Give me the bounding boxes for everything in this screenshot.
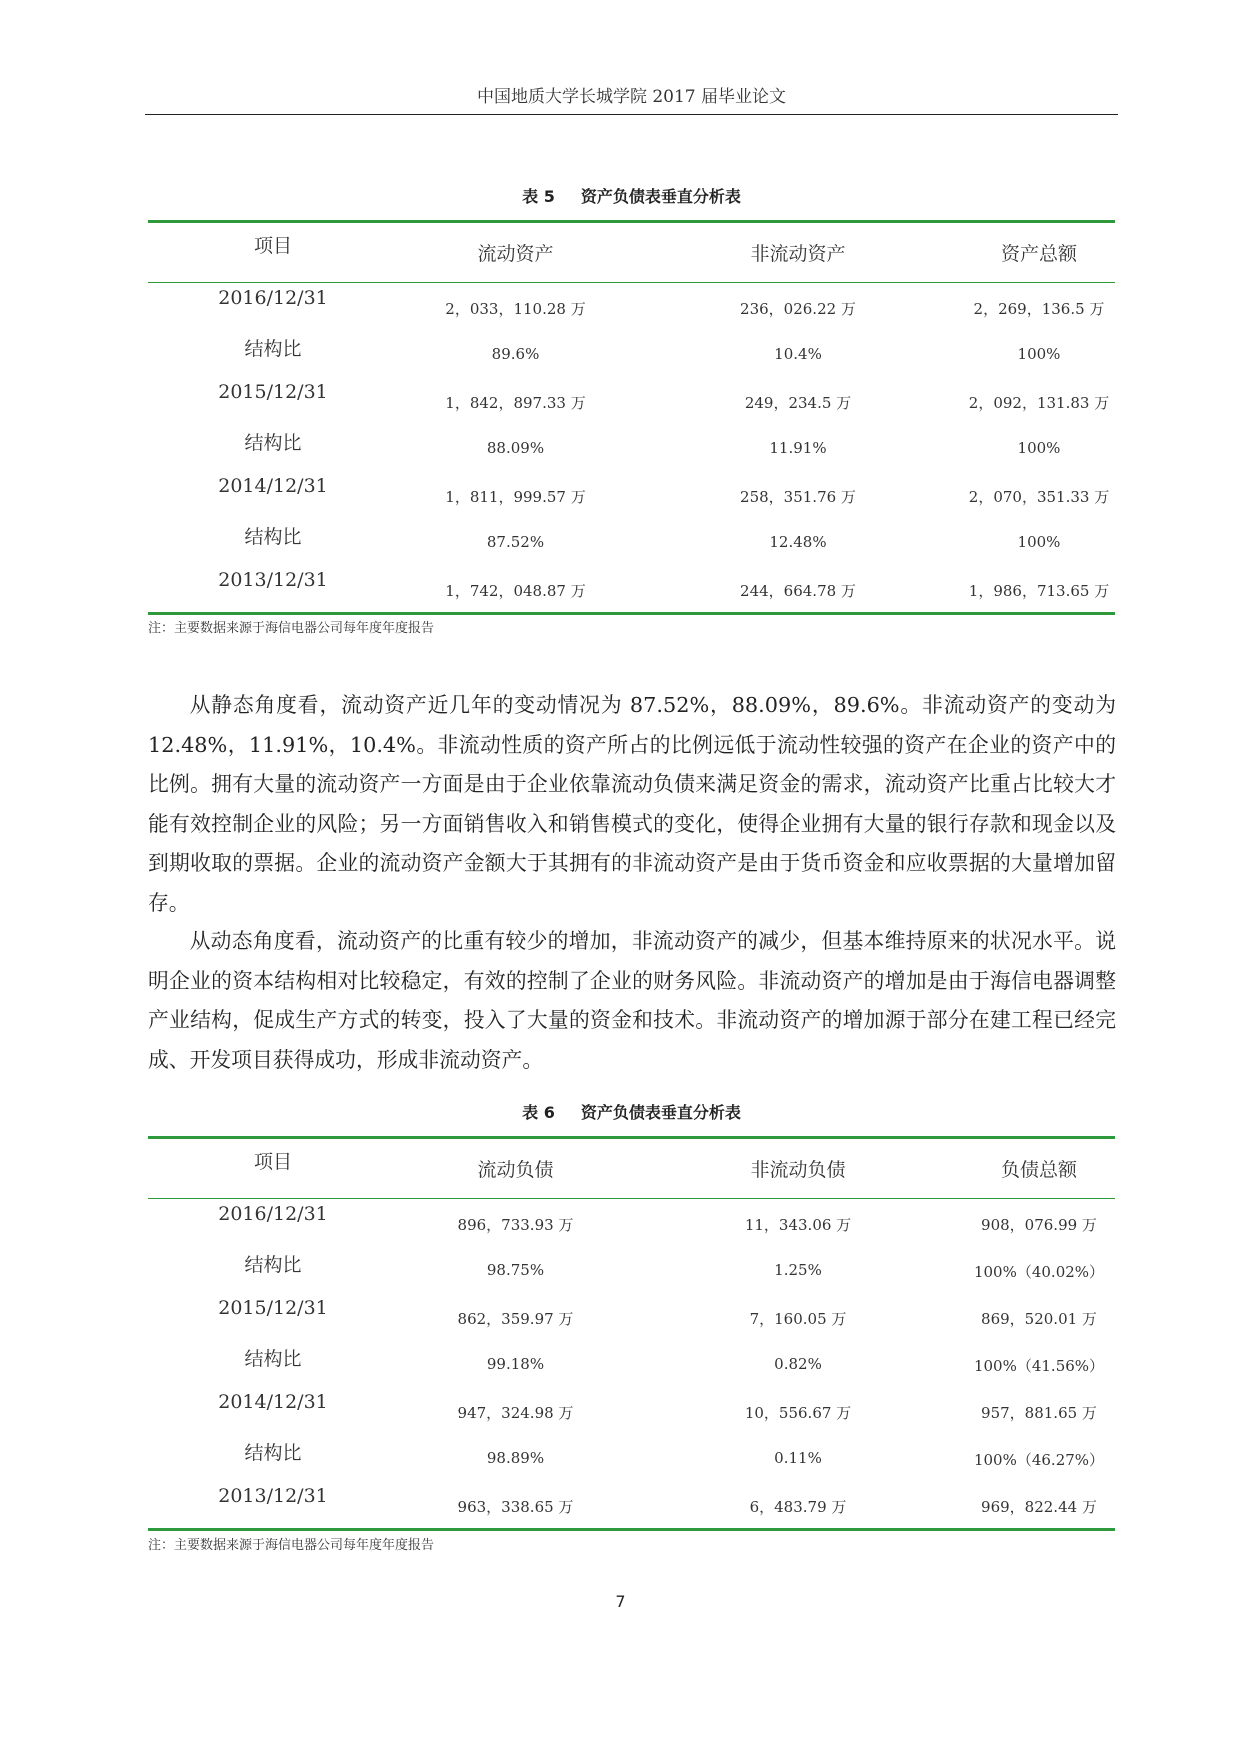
table-cell: [633, 1199, 963, 1247]
cell-text: 7，160.05 万: [749, 1310, 847, 1328]
table6-header-item: 项目: [148, 1138, 398, 1199]
paragraph-static-analysis: 从静态角度看，流动资产近几年的变动情况为 87.52%，88.09%，89.6%。非流动资产的变动为 12.48%，11.91%，10.4%。非流动性质的资产所占的比例远低于流动性较强的资产在企业的资产中的比例。拥有大量的流动资产一方面是由于企业依靠流动负债来满足资金的需求，流动资产比重占比较大才能有效控制企业的风险；另一方面销售收入和销售模式的变化，使得企业拥有大量的银行存款和现金以及到期收取的票据。企业的流动资产金额大于其拥有的非流动资产是由于货币资金和应收票据的大量增加留存。: [148, 693, 1116, 915]
cell-text: 2，033，110.28 万: [445, 300, 586, 318]
table-cell: [963, 1340, 1115, 1387]
table-cell: [398, 283, 633, 331]
cell-text: 2014/12/31: [218, 475, 328, 497]
table-cell: [633, 283, 963, 331]
cell-text: 11.91%: [769, 439, 827, 457]
table-row: [148, 1434, 1115, 1481]
table6: [148, 1136, 1115, 1531]
cell-text: 10，556.67 万: [744, 1404, 852, 1422]
table-cell: [148, 565, 398, 614]
table-cell: [148, 1293, 398, 1340]
cell-text: 1，742，048.87 万: [445, 582, 586, 600]
table-cell: [633, 565, 963, 614]
table-cell: [398, 1481, 633, 1530]
table-cell: [398, 471, 633, 518]
table-cell: [148, 1434, 398, 1481]
paragraph-dynamic-analysis: 从动态角度看，流动资产的比重有较少的增加，非流动资产的减少，但基本维持原来的状况水平。说明企业的资本结构相对比较稳定，有效的控制了企业的财务风险。非流动资产的增加是由于海信电器调整产业结构，促成生产方式的转变，投入了大量的资金和技术。非流动资产的增加源于部分在建工程已经完成、开发项目获得成功，形成非流动资产。: [148, 929, 1116, 1072]
cell-text: 10.4%: [774, 345, 822, 363]
table6-caption: [145, 1100, 1118, 1123]
cell-text: 2013/12/31: [218, 1485, 328, 1507]
cell-text: 100%: [1017, 345, 1061, 363]
cell-text: 结构比: [244, 526, 302, 548]
table-cell: [963, 565, 1115, 614]
table-cell: [963, 518, 1115, 565]
table-cell: [633, 1246, 963, 1293]
cell-text: 2，269，136.5 万: [973, 300, 1105, 318]
cell-text: 1，842，897.33 万: [445, 394, 586, 412]
table-cell: [148, 330, 398, 377]
cell-text: 100%（41.56%）: [973, 1357, 1105, 1375]
table5-header-total-assets: 资产总额: [963, 222, 1115, 283]
cell-text: 1，811，999.57 万: [445, 488, 586, 506]
cell-text: 结构比: [244, 1442, 302, 1464]
table-cell: [148, 518, 398, 565]
table-row: [148, 1340, 1115, 1387]
table-row: [148, 377, 1115, 424]
cell-text: 99.18%: [486, 1355, 545, 1373]
table6-header-total-liabilities: 负债总额: [963, 1138, 1115, 1199]
cell-text: 2014/12/31: [218, 1391, 328, 1413]
table5-caption: [145, 184, 1118, 207]
table5-header-noncurrent-assets: 非流动资产: [633, 222, 963, 283]
cell-text: 862，359.97 万: [457, 1310, 574, 1328]
table-cell: [963, 424, 1115, 471]
page-header: 中国地质大学长城学院 2017 届毕业论文: [476, 87, 787, 107]
cell-text: 87.52%: [486, 533, 545, 551]
table5-note: 注：主要数据来源于海信电器公司每年度年度报告: [148, 621, 435, 636]
table-cell: [148, 471, 398, 518]
cell-text: 结构比: [244, 1254, 302, 1276]
page-number: 7: [615, 1592, 626, 1611]
cell-text: 2，092，131.83 万: [968, 394, 1110, 412]
cell-text: 98.75%: [486, 1261, 545, 1279]
cell-text: 100%: [1017, 439, 1061, 457]
table-cell: [398, 330, 633, 377]
table-cell: [398, 1387, 633, 1434]
table6-header-current-liabilities: 流动负债: [398, 1138, 633, 1199]
table-cell: [633, 1340, 963, 1387]
cell-text: 98.89%: [486, 1449, 545, 1467]
table-cell: [633, 518, 963, 565]
table-cell: [398, 1434, 633, 1481]
table-cell: [148, 283, 398, 331]
table-row: [148, 1199, 1115, 1247]
table-cell: [963, 377, 1115, 424]
table-row: [148, 283, 1115, 331]
table5: [148, 220, 1115, 615]
cell-text: 2015/12/31: [218, 1297, 328, 1319]
table-row: [148, 565, 1115, 614]
table-cell: [398, 1293, 633, 1340]
cell-text: 2016/12/31: [218, 287, 328, 309]
cell-text: 908，076.99 万: [981, 1216, 1097, 1234]
cell-text: 2016/12/31: [218, 1203, 328, 1225]
table-cell: [148, 1387, 398, 1434]
cell-text: 2015/12/31: [218, 381, 328, 403]
table-cell: [963, 471, 1115, 518]
table5-header-item: 项目: [148, 222, 398, 283]
header-rule: [145, 114, 1118, 115]
table-row: [148, 1387, 1115, 1434]
table6-header-noncurrent-liabilities: 非流动负债: [633, 1138, 963, 1199]
cell-text: 249，234.5 万: [744, 394, 852, 412]
cell-text: 89.6%: [491, 345, 540, 363]
table-cell: [963, 1199, 1115, 1247]
table-row: [148, 424, 1115, 471]
table-cell: [398, 1246, 633, 1293]
table-cell: [398, 518, 633, 565]
cell-text: 100%: [1017, 533, 1061, 551]
table-row: [148, 518, 1115, 565]
cell-text: 结构比: [244, 1348, 302, 1370]
cell-text: 88.09%: [486, 439, 545, 457]
table-cell: [633, 1387, 963, 1434]
cell-text: 1，986，713.65 万: [968, 582, 1110, 600]
table-cell: [148, 377, 398, 424]
cell-text: 869，520.01 万: [981, 1310, 1097, 1328]
cell-text: 969，822.44 万: [981, 1498, 1097, 1516]
cell-text: 963，338.65 万: [457, 1498, 574, 1516]
table-cell: [148, 1246, 398, 1293]
cell-text: 100%（46.27%）: [973, 1451, 1105, 1469]
table-cell: [633, 471, 963, 518]
table-cell: [963, 330, 1115, 377]
table-cell: [963, 1434, 1115, 1481]
cell-text: 236，026.22 万: [740, 300, 856, 318]
cell-text: 2013/12/31: [218, 569, 328, 591]
table-cell: [633, 424, 963, 471]
cell-text: 0.82%: [774, 1355, 822, 1373]
table-cell: [963, 1246, 1115, 1293]
table-cell: [398, 424, 633, 471]
cell-text: 244，664.78 万: [740, 582, 856, 600]
table-cell: [148, 1340, 398, 1387]
cell-text: 0.11%: [774, 1449, 822, 1467]
table-row: [148, 1293, 1115, 1340]
cell-text: 896，733.93 万: [457, 1216, 574, 1234]
table-cell: [633, 377, 963, 424]
cell-text: 11，343.06 万: [744, 1216, 852, 1234]
table-row: [148, 1246, 1115, 1293]
table-cell: [398, 1340, 633, 1387]
table6-caption-number: 表 6: [522, 1103, 555, 1122]
cell-text: 12.48%: [769, 533, 827, 551]
table-cell: [148, 424, 398, 471]
cell-text: 1.25%: [774, 1261, 822, 1279]
cell-text: 2，070，351.33 万: [968, 488, 1110, 506]
table-cell: [398, 377, 633, 424]
table6-note: 注：主要数据来源于海信电器公司每年度年度报告: [148, 1538, 435, 1553]
table-cell: [963, 1387, 1115, 1434]
cell-text: 100%（40.02%）: [973, 1263, 1105, 1281]
table5-header-current-assets: 流动资产: [398, 222, 633, 283]
cell-text: 6，483.79 万: [749, 1498, 847, 1516]
table-cell: [633, 1481, 963, 1530]
cell-text: 258，351.76 万: [740, 488, 856, 506]
cell-text: 947，324.98 万: [457, 1404, 574, 1422]
table6-caption-title: 资产负债表垂直分析表: [580, 1103, 741, 1122]
table-row: [148, 471, 1115, 518]
cell-text: 结构比: [244, 338, 302, 360]
table-cell: [398, 1199, 633, 1247]
table-cell: [633, 330, 963, 377]
table-cell: [633, 1434, 963, 1481]
table-cell: [398, 565, 633, 614]
table-cell: [148, 1199, 398, 1247]
cell-text: 957，881.65 万: [981, 1404, 1097, 1422]
table-cell: [963, 1293, 1115, 1340]
table-cell: [963, 283, 1115, 331]
table-row: [148, 1481, 1115, 1530]
table5-caption-number: 表 5: [522, 187, 555, 206]
table-cell: [148, 1481, 398, 1530]
cell-text: 结构比: [244, 432, 302, 454]
table-cell: [633, 1293, 963, 1340]
table-row: [148, 330, 1115, 377]
table-cell: [963, 1481, 1115, 1530]
table5-caption-title: 资产负债表垂直分析表: [580, 187, 741, 206]
